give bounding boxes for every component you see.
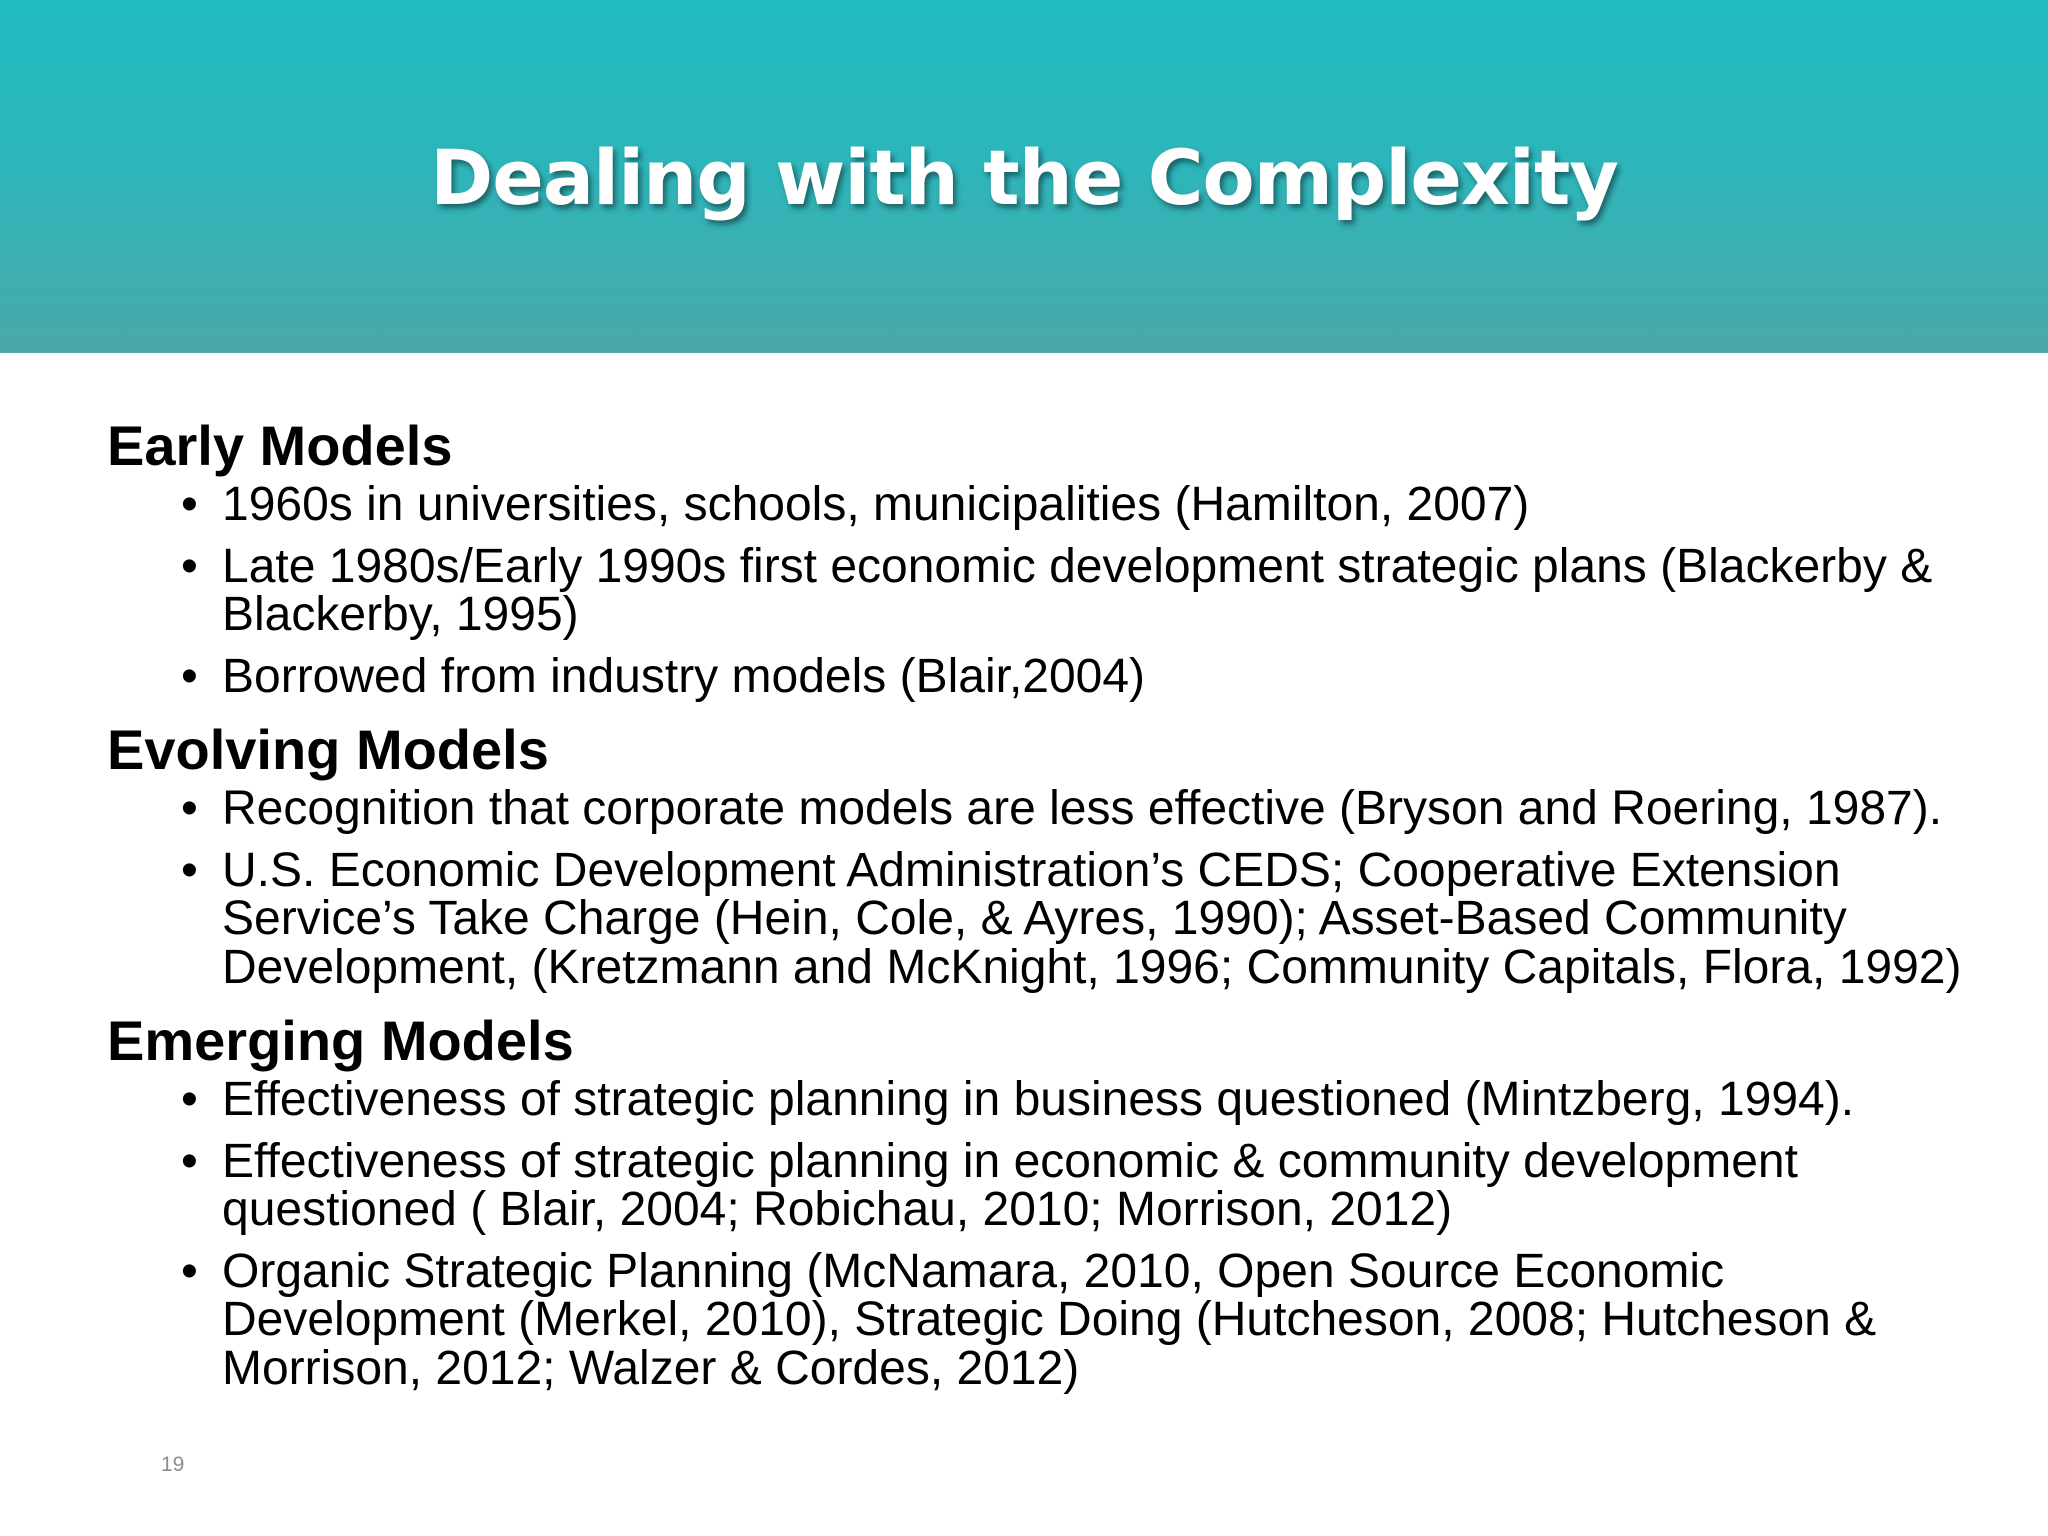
section-evolving-models [107, 717, 1987, 992]
bullet-item [107, 782, 1987, 835]
bullet-dot-icon: • [181, 782, 198, 835]
slide-content [107, 413, 1987, 1409]
bullet-dot-icon: • [181, 649, 198, 703]
bullet-item [107, 478, 1987, 531]
bullet-dot-icon: • [181, 1073, 198, 1126]
bullet-dot-icon: • [181, 1134, 198, 1188]
slide-title: Dealing with the Complexity [430, 133, 1618, 222]
bullet-text: 1960s in universities, schools, municipalities (Hamilton, 2007) [222, 478, 1530, 531]
bullet-text: Late 1980s/Early 1990s first economic development strategic plans (Blackerby & Blackerby, 1995) [222, 539, 1933, 641]
bullet-item [107, 1134, 1987, 1236]
section-emerging-models [107, 1008, 1987, 1393]
bullet-item [107, 1244, 1987, 1395]
bullet-text: Effectiveness of strategic planning in economic & community development questioned ( Blair, 2004; Robichau, 2010; Morrison, 2012) [222, 1134, 1798, 1236]
bullet-text: Recognition that corporate models are less effective (Bryson and Roering, 1987). [222, 782, 1943, 835]
slide-page-number: 19 [161, 1453, 185, 1476]
bullet-dot-icon: • [181, 539, 198, 593]
bullet-text: U.S. Economic Development Administration’s CEDS; Cooperative Extension Service’s Take Charge (Hein, Cole, & Ayres, 1990); Asset-Based Community Development, (Kretzmann and McKnight, 1996; Community Capitals, Flora, 1992) [222, 843, 1962, 994]
bullet-item [107, 1073, 1987, 1126]
bullet-list [107, 478, 1987, 703]
bullet-dot-icon: • [181, 1244, 198, 1298]
bullet-list [107, 1073, 1987, 1395]
slide-header-band [0, 0, 2048, 353]
bullet-text: Borrowed from industry models (Blair,2004) [222, 649, 1146, 703]
section-heading: Emerging Models [107, 1009, 574, 1072]
section-early-models [107, 413, 1987, 701]
bullet-text: Effectiveness of strategic planning in business questioned (Mintzberg, 1994). [222, 1073, 1855, 1126]
bullet-item [107, 649, 1987, 703]
bullet-list [107, 782, 1987, 994]
section-heading: Evolving Models [107, 718, 549, 781]
bullet-dot-icon: • [181, 478, 198, 531]
bullet-text: Organic Strategic Planning (McNamara, 2010, Open Source Economic Development (Merkel, 2010), Strategic Doing (Hutcheson, 2008; Hutcheson & Morrison, 2012; Walzer & Cordes, 2012) [222, 1244, 1877, 1395]
bullet-item [107, 843, 1987, 994]
bullet-item [107, 539, 1987, 641]
section-heading: Early Models [107, 414, 453, 477]
bullet-dot-icon: • [181, 843, 198, 897]
